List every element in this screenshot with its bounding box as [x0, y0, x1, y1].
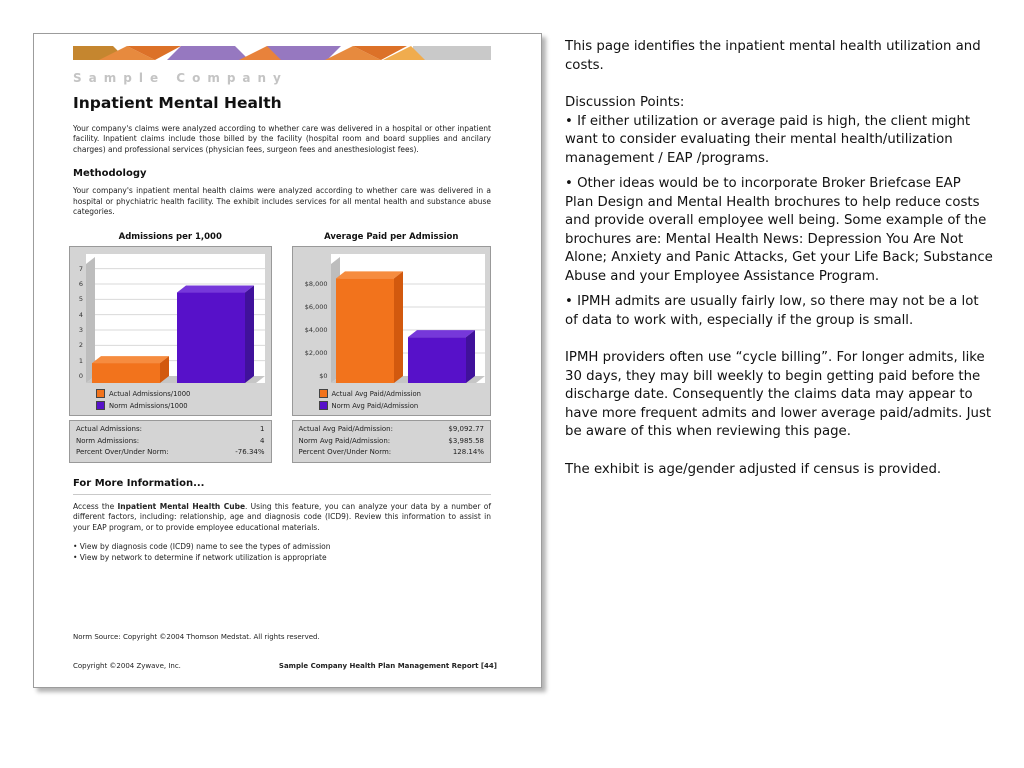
company-name: Sample Company	[73, 71, 288, 85]
legend-item	[319, 389, 421, 398]
summary-table	[69, 420, 272, 463]
more-info-bullet: • View by network to determine if network utilization is appropriate	[73, 552, 327, 562]
bar-top-face	[336, 272, 403, 279]
bar-front-face	[92, 364, 160, 384]
summary-row	[76, 436, 265, 448]
summary-row	[76, 424, 265, 436]
y-axis-tick: 0	[78, 372, 83, 381]
bar-front-face	[336, 279, 394, 384]
y-axis-tick: 2	[78, 341, 83, 350]
banner-shape	[167, 46, 249, 60]
y-axis-tick: 1	[78, 357, 83, 366]
more-info-prefix: Access the	[73, 501, 118, 511]
notes-paragraph: The exhibit is age/gender adjusted if census is provided.	[565, 461, 942, 477]
summary-row	[299, 424, 485, 436]
chart-avg-paid	[292, 232, 492, 463]
more-info-rest: . Using this feature, you can analyze your data by a number of different factors, including: relationship, age and diagnosis code (ICD9). Review this information to assist in your EAP program, or to provide employee educational materials.	[73, 501, 491, 532]
legend-item	[319, 401, 421, 410]
more-info-paragraph	[73, 502, 491, 533]
chart-legend	[96, 386, 190, 410]
summary-table	[292, 420, 492, 463]
summary-row	[299, 447, 485, 459]
bar-top-face	[92, 357, 169, 364]
notes-panel	[565, 38, 993, 479]
page-content	[34, 34, 541, 563]
notes-bullet: • IPMH admits are usually fairly low, so there may not be a lot of data to work with, especially if the group is small.	[565, 294, 979, 328]
legend-swatch-actual	[319, 389, 328, 398]
bar-side-face	[394, 272, 403, 384]
norm-source-note: Norm Source: Copyright ©2004 Thomson Medstat. All rights reserved.	[73, 633, 320, 641]
legend-swatch-norm	[319, 401, 328, 410]
avg-paid-chart-plot-area	[292, 246, 492, 416]
summary-label: Percent Over/Under Norm:	[76, 448, 169, 457]
bar-side-face	[245, 286, 254, 383]
y-axis-tick: 5	[78, 295, 83, 304]
y-axis-tick: 3	[78, 326, 83, 335]
cube-name: Inpatient Mental Health Cube	[117, 501, 246, 511]
y-axis-tick: 6	[78, 280, 83, 289]
y-axis-tick: $8,000	[304, 280, 328, 289]
chart-plot	[86, 252, 265, 385]
copyright-text: Copyright ©2004 Zywave, Inc.	[73, 662, 181, 670]
legend-label: Norm Avg Paid/Admission	[331, 401, 419, 410]
intro-paragraph: Your company's claims were analyzed according to whether care was delivered in a hospital or other inpatient facility. Inpatient claims include those billed by the facility (hospital room and board supplies and ancilary charges) and professional services (physician fees, surgeon fees and anesthesiologist fees).	[73, 124, 491, 154]
banner-gray-bar	[413, 46, 491, 60]
summary-value: $3,985.58	[448, 436, 484, 445]
page-title: Inpatient Mental Health	[73, 94, 282, 112]
summary-value: 128.14%	[452, 448, 484, 457]
report-page	[33, 33, 542, 688]
charts-row	[69, 232, 491, 463]
legend-swatch-actual	[96, 389, 105, 398]
summary-label: Norm Avg Paid/Admission:	[298, 436, 391, 445]
notes-paragraph: This page identifies the inpatient mental health utilization and costs.	[565, 39, 981, 73]
more-info-heading: For More Information...	[73, 478, 491, 495]
bar-side-face	[466, 331, 475, 384]
legend-swatch-norm	[96, 401, 105, 410]
chart-title: Average Paid per Admission	[324, 232, 459, 243]
y-axis-tick: 7	[78, 265, 83, 274]
summary-label: Percent Over/Under Norm:	[298, 448, 392, 457]
methodology-paragraph: Your company's inpatient mental health claims were analyzed according to whether care was delivered in a hospital or phychiatric health facility. The exhibit includes services for all mental health and substance abuse categories.	[73, 186, 491, 217]
y-axis-tick: 4	[78, 311, 83, 320]
notes-paragraph: Discussion Points:	[565, 95, 685, 110]
legend-item	[96, 401, 190, 410]
bar-top-face	[177, 286, 254, 293]
report-footer-title: Sample Company Health Plan Management Report [44]	[278, 662, 497, 670]
legend-label: Actual Admissions/1000	[109, 389, 191, 398]
y-axis-tick: $4,000	[304, 326, 328, 335]
bar-front-face	[408, 338, 466, 384]
y-axis-tick: $2,000	[304, 349, 328, 358]
legend-label: Actual Avg Paid/Admission	[331, 389, 421, 398]
chart-legend	[319, 386, 421, 410]
summary-label: Actual Avg Paid/Admission:	[298, 425, 393, 434]
notes-paragraph: IPMH providers often use “cycle billing”. For longer admits, like 30 days, they may bill weekly to begin getting paid before the discharge date. Consequently the claims data may appear to have more frequent admits and lower average paid/admits. Just be aware of this when reviewing this page.	[565, 350, 992, 439]
summary-row	[76, 447, 265, 459]
summary-label: Norm Admissions:	[76, 436, 140, 445]
chart-title: Admissions per 1,000	[118, 232, 222, 243]
summary-value: $9,092.77	[448, 425, 484, 434]
page-footer	[73, 662, 497, 670]
chart-admissions	[69, 232, 272, 463]
y-axis-tick: $0	[319, 372, 328, 381]
methodology-heading: Methodology	[73, 168, 147, 180]
notes-bullet: • If either utilization or average paid is high, the client might want to consider evaluating their mental health/utilization management / EAP /programs.	[565, 113, 971, 166]
more-info-bullets	[73, 541, 491, 563]
legend-item	[96, 389, 190, 398]
summary-row	[299, 436, 485, 448]
notes-bullet: • Other ideas would be to incorporate Broker Briefcase EAP Plan Design and Mental Health brochures to help reduce costs and provide overall employee well being. Some example of the brochures are: Mental Health News: Depression You Are Not Alone; Anxiety and Panic Attacks, Get your Life Back; Substance Abuse and your Employee Assistance Program.	[565, 176, 993, 284]
banner-graphic	[73, 46, 491, 60]
summary-value: 1	[260, 425, 265, 434]
y-axis-tick: $6,000	[304, 303, 328, 312]
summary-value: -76.34%	[235, 448, 265, 457]
more-info-bullet: • View by diagnosis code (ICD9) name to see the types of admission	[73, 541, 331, 551]
legend-label: Norm Admissions/1000	[109, 401, 188, 410]
chart-plot	[331, 252, 485, 385]
summary-value: 4	[260, 436, 265, 445]
admissions-chart-plot-area	[69, 246, 272, 416]
bar-top-face	[408, 331, 475, 338]
bar-front-face	[177, 293, 245, 383]
summary-label: Actual Admissions:	[76, 425, 142, 434]
